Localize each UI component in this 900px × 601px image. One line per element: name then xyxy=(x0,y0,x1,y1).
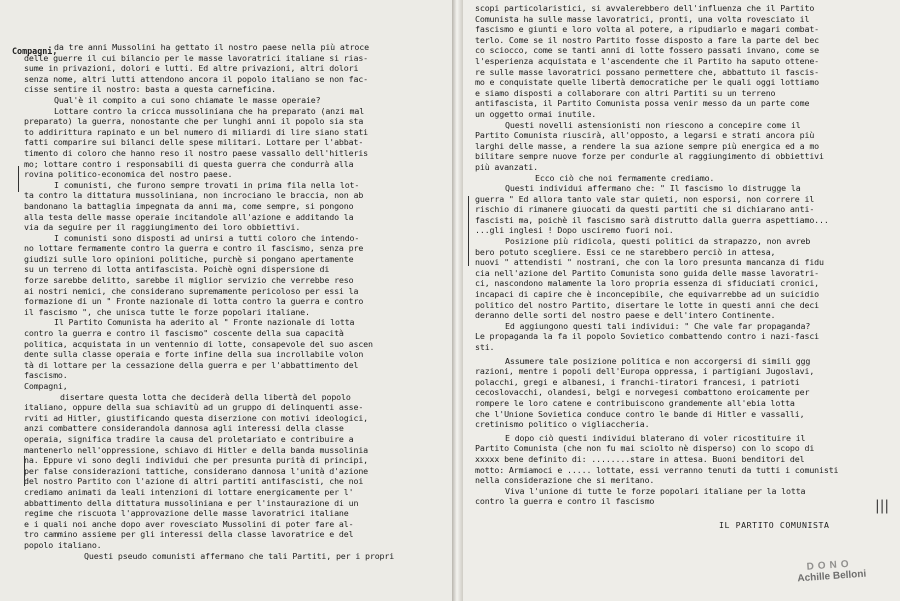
text-line: Il Partito Comunista ha aderito al " Fronte nazionale di lotta xyxy=(54,317,355,328)
text-line: via da seguire per il raggiungimento dei loro obbiettivi. xyxy=(24,222,301,233)
text-line: cisse sentire il nostro: basta a questa carneficina. xyxy=(24,84,276,95)
text-line: Comunista ha sulle masse lavoratrici, pronti, una volta rovesciato il xyxy=(475,13,810,24)
text-line: crediamo animati da leali intenzioni di lottare energicamente per l' xyxy=(24,486,354,497)
text-line: xxxxx bene definito di: ........stare in attesa. Buoni benditori del xyxy=(475,453,805,464)
text-line: forze sarebbe delitto, sarebbe il miglior servizio che verrebbe reso xyxy=(24,275,354,286)
text-line: popolo italiano. xyxy=(24,539,102,550)
text-line: disertare questa lotta che deciderà della libertà del popolo xyxy=(60,391,351,402)
text-line: contro la guerra e contro il fascismo" coscente della sua capacità xyxy=(24,328,344,339)
text-line: nella considerazione che si meritano. xyxy=(475,475,655,486)
text-line: giudizi sulle loro opinioni politiche, purchè si pongano apertamente xyxy=(24,253,354,264)
text-line: italiano, oppure della sua schiavitù ad un gruppo di delinquenti asse- xyxy=(24,402,364,413)
text-line: timento di coloro che hanno reso il nostro paese vassallo dell'hitleris xyxy=(24,147,369,158)
text-line: bero potuto scegliere. Essi ce ne starebbero perciò in attesa, xyxy=(475,246,776,257)
right-page xyxy=(463,0,900,601)
margin-bracket xyxy=(468,196,469,266)
text-line: da tre anni Mussolini ha gettato il nostro paese nella più atroce xyxy=(54,42,369,52)
text-line: I comunisti, che furono sempre trovati in prima fila nella lot- xyxy=(54,179,360,190)
text-line: ci, nascondono malamente la loro propria essenza di sfiduciati cronici, xyxy=(475,278,820,289)
text-line: mo; lottare contro i responsabili di questa guerra che condurrà alla xyxy=(24,158,354,169)
text-line: rischio di rimanere giuocati da questi partiti che si dichiarano anti- xyxy=(475,204,815,215)
text-line: ta contro la dittatura mussoliniana, non incrociano le braccia, non ab xyxy=(24,190,364,201)
text-line: antifascista, il Partito Comunista possa venir messo da un parte come xyxy=(475,98,810,109)
text-line: alla testa delle masse operaie incitandole all'azione e additando la xyxy=(24,211,354,222)
text-line: Posizione più ridicola, questi politici da strapazzo, non avreb xyxy=(505,236,811,247)
text-line: Qual'è il compito a cui sono chiamate le masse operaie? xyxy=(54,94,321,105)
text-line: na. Eppure vi sono degli individui che per presunta purità di principi, xyxy=(24,455,369,466)
text-line: rviti ad Hitler, giustificando questa diserzione con motivi ideologici, xyxy=(24,412,369,423)
text-line: politica, acquistata in un ventennio di lotte, consapevole del suo ascen xyxy=(24,338,373,349)
text-line: razioni, mentre i popoli dell'Europa oppressa, i partigiani Jugoslavi, xyxy=(475,366,815,377)
text-line: Questi individui affermano che: " Il fascismo lo distrugge la xyxy=(505,183,801,194)
text-line: motto: Armiamoci e ..... lottate, essi verranno tenuti da tutti i comunisti xyxy=(475,464,839,475)
text-line: anzi combattere considerandola dannosa agli interessi della classe xyxy=(24,423,344,434)
text-line: Questi pseudo comunisti affermano che tali Partiti, per i propri xyxy=(84,550,395,561)
text-line: formazione di un " Fronte nazionale di lotta contro la guerra e contro xyxy=(24,296,364,307)
text-line: tà di lottare per la cessazione della guerra e per l'abbattimento del xyxy=(24,359,359,370)
text-line: tro cammino assieme per gli interessi della classe lavoratrice e del xyxy=(24,529,354,540)
text-line: del nostro Partito con l'azione di altri partiti antifascisti, che noi xyxy=(24,476,364,487)
text-line: Le propaganda la fa il popolo Sovietico combattendo contro i nazi-fasci xyxy=(475,331,820,342)
text-line: sume in privazioni, dolori e lutti. Ed altre privazioni, altri dolori xyxy=(24,63,359,74)
text-line: Lottare contro la cricca mussoliniana che ha preparato (anzi mal xyxy=(54,105,365,116)
text-line: cretinismo politico o vigliaccheria. xyxy=(475,419,650,430)
text-line: che l'Unione Sovietica conduce contro le bande di Hitler e vassalli, xyxy=(475,408,805,419)
text-line: operaia, significa tradire la causa del proletariato e contribuire a xyxy=(24,433,354,444)
text-line: terlo. Come se il nostro Partito fosse disposto a fare la parte del bec xyxy=(475,34,820,45)
text-line: delle guerre il cui bilancio per le masse lavoratrici italiane si rias- xyxy=(24,52,369,63)
text-line: ...gli inglesi ! Dopo usciremo fuori noi. xyxy=(475,225,674,236)
text-line: incapaci di capire che è inconcepibile, che equivarrebbe ad un suicidio xyxy=(475,289,820,300)
text-line: e i quali noi anche dopo aver rovesciato Mussolini di poter fare al- xyxy=(24,518,354,529)
text-line: senza nome, altri lutti attendono ancora il popolo italiano se non fac- xyxy=(24,73,369,84)
text-line: un oggetto ormai inutile. xyxy=(475,108,597,119)
signoff: IL PARTITO COMUNISTA xyxy=(719,520,830,530)
text-line: ai nostri nemici, che considerano supremamente pericoloso per essi la xyxy=(24,285,359,296)
text-line: Ecco ciò che noi fermamente crediamo. xyxy=(535,172,715,183)
text-line: to addirittura rapinato e un bel numero di miliardi di lire siano stati xyxy=(24,126,369,137)
text-line: per false considerazioni tattiche, considerano dannosa l'unità d'azione xyxy=(24,465,369,476)
text-line: abbattimento della dittatura mussoliniana e per l'instaurazione di un xyxy=(24,497,359,508)
text-line: contro la guerra e contro il fascismo xyxy=(475,496,655,507)
text-line: Questi novelli astensionisti non riescono a concepire come il xyxy=(505,119,801,130)
text-line: politico del nostro Partito, disertare le lotte in questi anni che deci xyxy=(475,299,820,310)
text-line: scopi particolaristici, si avvalerebbero dell'influenza che il Partito xyxy=(475,3,815,13)
text-line: fatti comparire sui bilanci delle spese militari. Lottare per l'abbat- xyxy=(24,137,364,148)
text-line: fascisti ma, poichè il fascismo sarà distrutto dalla guerra aspettiamo... xyxy=(475,214,829,225)
text-line: preparato) la guerra, nonostante che per lunghi anni il popolo sia sta xyxy=(24,116,364,127)
right-text-column xyxy=(475,3,887,507)
text-line: deranno delle sorti del nostro paese e dell'intero Continente. xyxy=(475,310,776,321)
margin-mark: ||| xyxy=(875,498,890,514)
left-text-column xyxy=(24,42,440,561)
text-line: cia nell'azione del Partito Comunista sono guida delle masse lavoratri- xyxy=(475,267,820,278)
text-line: Viva l'unione di tutte le forze popolari italiane per la lotta xyxy=(505,485,806,496)
text-line: Ed aggiungono questi tali individui: " Che vale far propaganda? xyxy=(505,320,811,331)
text-line: dente sulla classe operaia e forte infine della sua incrollabile volon xyxy=(24,349,364,360)
text-line: il fascismo ", che unisca tutte le forze popolari italiane. xyxy=(24,306,310,317)
text-line: e siamo disposti a collaborare con altri Partiti su un terreno xyxy=(475,87,776,98)
text-line: su un terreno di lotta antifascista. Poichè ogni dispersione di xyxy=(24,264,330,275)
text-line: fascismo e giunti e loro volta al potere, a ripudiarlo e magari combat- xyxy=(475,24,820,35)
text-line: bandonano la battaglia impegnata da anni ma, come sempre, si pongono xyxy=(24,200,354,211)
text-line: Partito Comunista (che non fu mai sciolto nè disperso) con lo scopo di xyxy=(475,443,815,454)
text-line: Partito Comunista riuscirà, all'opposto, a legarsi e strati ancora più xyxy=(475,130,815,141)
text-line: no lottare fermamente contro la guerra e contro il fascismo, senza pre xyxy=(24,243,364,254)
stamp-title: DONO xyxy=(806,558,853,573)
text-line: nuovi " attendisti " nostrani, che con la loro presunta mancanza di fidu xyxy=(475,257,824,268)
text-line: co sciocco, come se tanti anni di lotte fossero passati invano, come se xyxy=(475,45,820,56)
text-line: polacchi, gregi e albanesi, i franchi-tiratori francesi, i patrioti xyxy=(475,376,800,387)
text-line: Assumere tale posizione politica e non accorgersi di simili ggg xyxy=(505,355,811,366)
stamp-name: Achille Belloni xyxy=(797,568,867,585)
text-line: rovina politico-economica del nostro paese. xyxy=(24,169,233,180)
text-line: regime che riscuota l'approvazione delle masse lavoratrici italiane xyxy=(24,508,349,519)
margin-bracket xyxy=(18,166,19,192)
text-line: I comunisti sono disposti ad unirsi a tutti coloro che intendo- xyxy=(54,232,360,243)
text-line: rompere le loro catene e contribuiscono grandemente all'ebia lotta xyxy=(475,397,795,408)
text-line: guerra " Ed allora tanto vale star quieti, non esporsi, non correre il xyxy=(475,193,815,204)
text-line: più avanzati. xyxy=(475,161,538,172)
text-line: mantenerlo nell'oppressione, schiavo di Hitler e della banda mussolinia xyxy=(24,444,369,455)
text-line: bilitare sempre nuove forze per condurle al raggiungimento di obbiettivi xyxy=(475,151,824,162)
text-line: fascismo. xyxy=(24,370,68,381)
page-gutter xyxy=(452,0,463,601)
text-line: re sulle masse lavoratrici possano permettere che, abbattuto il fascis- xyxy=(475,66,820,77)
greeting: Compagni, xyxy=(12,46,58,56)
text-line: mo e conquistate quelle libertà democratiche per le quali oggi lottiamo xyxy=(475,77,820,88)
margin-bracket xyxy=(24,456,25,486)
text-line: E dopo ciò questi individui blaterano di voler ricostituire il xyxy=(505,432,806,443)
donation-stamp xyxy=(796,558,866,585)
text-line: larghi delle masse, a rendere la sua azione sempre più energica ed a mo xyxy=(475,140,820,151)
text-line: cecoslovacchi, olandesi, belgi e norvegesi combattono eroicamente per xyxy=(475,387,810,398)
text-line: sti. xyxy=(475,342,495,352)
text-line: Compagni, xyxy=(24,381,68,391)
text-line: l'esperienza acquistata e l'ascendente che il Partito ha saputo ottene- xyxy=(475,55,820,66)
